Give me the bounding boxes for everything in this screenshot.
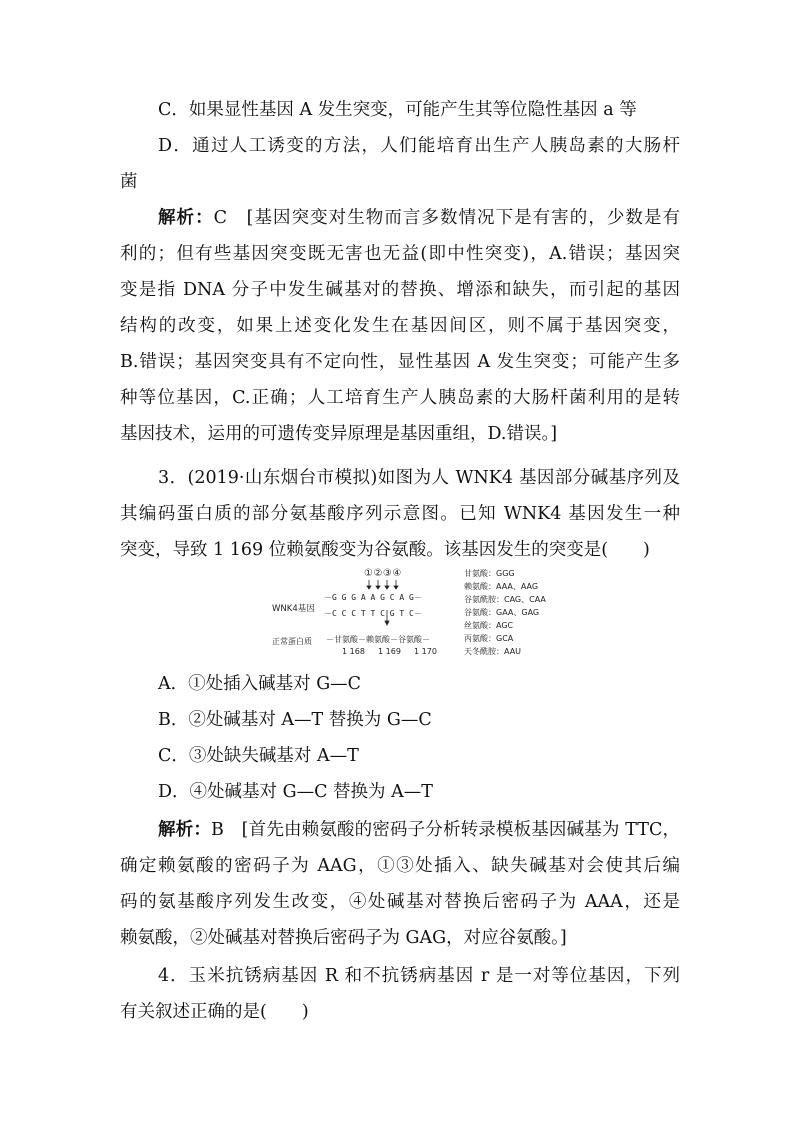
analysis-2-line-2: 确定赖氨酸的密码子为 AAG，①③处插入、缺失碱基对会使其后编 [120, 856, 680, 876]
option-d: D．通过人工诱变的方法，人们能培育出生产人胰岛素的大肠杆 [158, 136, 680, 156]
codon-row: 甘氨酸：GGG [464, 569, 515, 578]
analysis-1-line-6: 种等位基因，C.正确；人工培育生产人胰岛素的大肠杆菌利用的是转 [120, 388, 680, 408]
analysis-2-line-4: 赖氨酸，②处碱基对替换后密码子为 GAG，对应谷氨酸。] [120, 928, 567, 948]
option-c: C．如果显性基因 A 发生突变，可能产生其等位隐性基因 a 等 [158, 100, 637, 120]
question-4-line-1: 4．玉米抗锈病基因 R 和不抗锈病基因 r 是一对等位基因，下列 [158, 966, 680, 986]
question-3-line-3: 突变，导致 1 169 位赖氨酸变为谷氨酸。该基因发生的突变是( ) [120, 540, 650, 560]
option-d-cont: 菌 [120, 172, 138, 192]
position-1170: 1 170 [414, 647, 437, 656]
analysis-1-line-2: 利的；但有些基因突变既无害也无益(即中性突变)，A.错误；基因突 [120, 244, 680, 264]
codon-row: 丙氨酸：GCA [464, 634, 514, 643]
codon-row: 天冬酰胺：AAU [464, 647, 522, 656]
codon-row: 谷氨酰胺：CAG、CAA [464, 595, 546, 604]
analysis-1-line-5: B.错误；基因突变具有不定向性，显性基因 A 发生突变；可能产生多 [120, 352, 680, 372]
analysis-2-line-3: 码的氨基酸序列发生改变，④处碱基对替换后密码子为 AAA，还是 [120, 892, 680, 912]
analysis-1-line-4: 结构的改变，如果上述变化发生在基因间区，则不属于基因突变， [120, 316, 680, 336]
gene-label: WNK4基因 [272, 604, 315, 614]
codon-row: 谷氨酸：GAA、GAG [464, 608, 540, 617]
codon-row: 丝氨酸：AGC [464, 621, 514, 630]
analysis-1-line-3: 变是指 DNA 分子中发生碱基对的替换、增添和缺失，而引起的基因 [120, 280, 680, 300]
question-4-line-2: 有关叙述正确的是( ) [120, 1002, 309, 1022]
question-3-option-b: B．②处碱基对 A—T 替换为 G—C [158, 710, 432, 730]
position-1168: 1 168 [342, 647, 365, 656]
question-3-line-1: 3．(2019·山东烟台市模拟)如图为人 WNK4 基因部分碱基序列及 [158, 468, 680, 488]
analysis-label: 解析： [158, 208, 214, 228]
protein-sequence: －甘氨酸－赖氨酸－谷氨酸－ [326, 635, 430, 644]
question-3-option-a: A．①处插入碱基对 G—C [158, 674, 362, 694]
strand-top: －G G G A A G C A G－ [324, 593, 422, 602]
position-1169: 1 169 [378, 647, 401, 656]
question-3-option-c: C．③处缺失碱基对 A—T [158, 746, 359, 766]
question-3-line-2: 其编码蛋白质的部分氨基酸序列示意图。已知 WNK4 基因发生一种 [120, 504, 680, 524]
analysis-2-line-1: 解析：B [首先由赖氨酸的密码子分析转录模板基因碱基为 TTC， [158, 820, 681, 840]
codon-row: 赖氨酸：AAA、AAG [464, 582, 539, 591]
mutation-markers: ①②③④ [364, 568, 402, 579]
question-3-option-d: D．④处碱基对 G—C 替换为 A—T [158, 782, 433, 802]
analysis-label: 解析： [158, 820, 211, 840]
analysis-1-line-7: 基因技术，运用的可遗传变异原理是基因重组，D.错误。] [120, 424, 558, 444]
analysis-1-line-1: 解析：C [基因突变对生物而言多数情况下是有害的，少数是有 [158, 208, 681, 228]
strand-bottom: －C C C T T C G T C－ [324, 609, 422, 618]
protein-label: 正常蛋白质 [272, 637, 312, 646]
wnk4-figure [268, 566, 568, 662]
